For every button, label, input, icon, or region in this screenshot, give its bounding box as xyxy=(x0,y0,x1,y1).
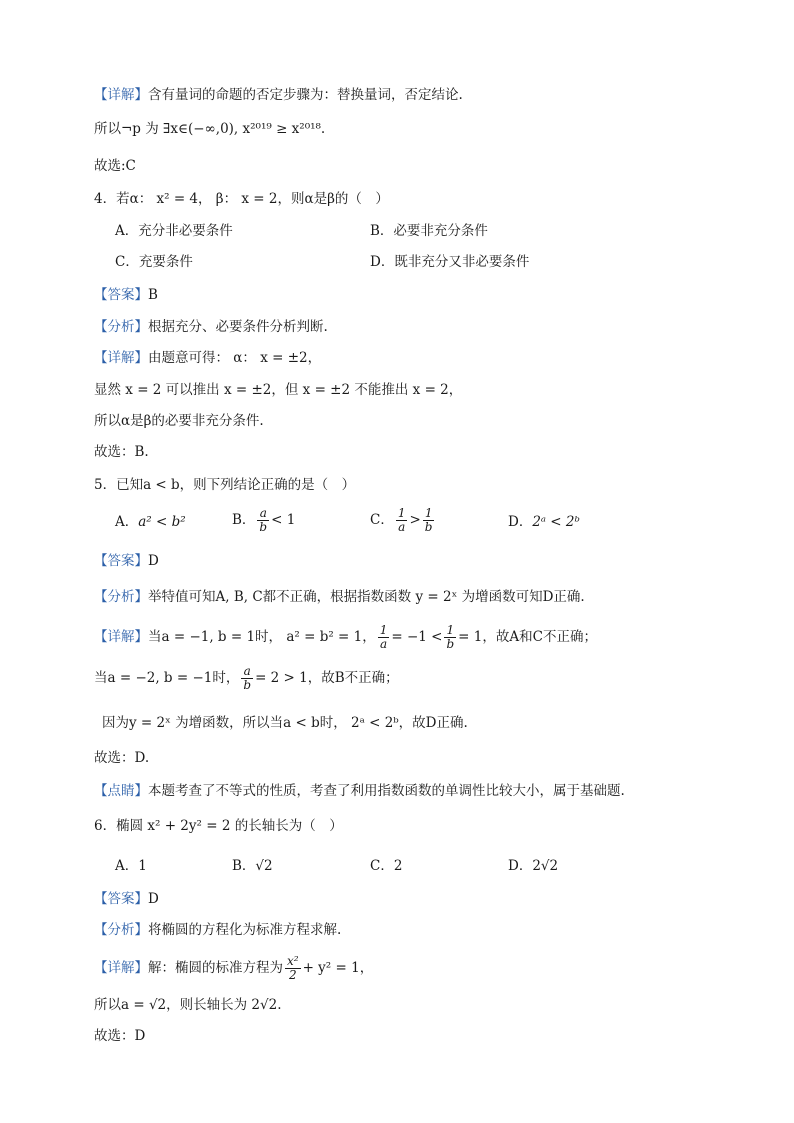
detail-text: = −1 < xyxy=(391,629,443,645)
q4-option-d: D．既非充分又非必要条件 xyxy=(370,254,530,270)
option-label: B． xyxy=(232,512,256,528)
detail-text: + y² = 1， xyxy=(302,960,374,976)
comment-text: 本题考查了不等式的性质，考查了利用指数函数的单调性比较大小，属于基础题. xyxy=(148,783,625,799)
answer-value: B xyxy=(148,287,158,303)
fraction xyxy=(444,624,456,651)
analysis-tag: 【分析】 xyxy=(94,589,148,605)
detail-tag: 【详解】 xyxy=(94,629,148,645)
fraction xyxy=(257,507,269,534)
analysis-tag: 【分析】 xyxy=(94,319,148,335)
option-label: C． xyxy=(370,512,394,528)
q6-detail xyxy=(94,955,373,982)
choice-line: 故选:C xyxy=(94,158,136,174)
detail-line-1 xyxy=(94,86,463,104)
q5-option-b xyxy=(232,507,295,534)
detail-text: 解：椭圆的标准方程为 xyxy=(148,960,283,976)
question-5: 5．已知a < b，则下列结论正确的是（ ） xyxy=(94,477,356,493)
q4-detail-line-2: 显然 x = 2 可以推出 x = ±2，但 x = ±2 不能推出 x = 2， xyxy=(94,382,463,398)
denominator: b xyxy=(446,637,455,651)
q5-detail xyxy=(94,624,597,651)
answer-value: D xyxy=(148,553,159,569)
negation-line: 所以¬p 为 ∃x∈(−∞,0), x²⁰¹⁹ ≥ x²⁰¹⁸. xyxy=(94,121,326,137)
q6-option-a: A．1 xyxy=(115,858,147,874)
fraction xyxy=(423,507,435,534)
analysis-text: 根据充分、必要条件分析判断. xyxy=(148,319,328,335)
q5-choice: 故选：D. xyxy=(94,750,150,766)
denominator: a xyxy=(379,637,388,651)
detail-tag: 【详解】 xyxy=(94,87,148,103)
q6-detail-line-2: 所以a = √2，则长轴长为 2√2. xyxy=(94,997,282,1013)
option-expr: a² < b² xyxy=(138,514,186,530)
numerator: x² xyxy=(287,954,299,968)
numerator: 1 xyxy=(397,506,406,520)
denominator: b xyxy=(259,520,268,534)
numerator: 1 xyxy=(444,624,456,638)
denominator: b xyxy=(424,520,433,534)
denominator: 2 xyxy=(288,968,297,982)
fraction xyxy=(241,665,253,692)
numerator: a xyxy=(257,507,269,521)
q4-answer xyxy=(94,286,158,304)
numerator: a xyxy=(241,665,253,679)
fraction xyxy=(378,624,390,651)
q6-option-b: B．√2 xyxy=(232,858,273,874)
analysis-text: 将椭圆的方程化为标准方程求解. xyxy=(148,922,342,938)
q6-analysis xyxy=(94,921,341,939)
answer-value: D xyxy=(148,891,159,907)
q6-choice: 故选：D xyxy=(94,1028,146,1044)
q4-choice: 故选：B. xyxy=(94,444,149,460)
answer-tag: 【答案】 xyxy=(94,891,148,907)
q4-detail-line-3: 所以α是β的必要非充分条件. xyxy=(94,413,264,429)
detail-text: = 2 > 1，故B不正确； xyxy=(255,670,399,686)
q5-option-c xyxy=(370,507,436,534)
detail-text: 含有量词的命题的否定步骤为：替换量词，否定结论. xyxy=(148,87,463,103)
q4-option-b: B．必要非充分条件 xyxy=(370,223,488,239)
option-label: D． xyxy=(508,514,533,530)
detail-text: 当a = −2, b = −1时， xyxy=(94,670,240,686)
q4-detail xyxy=(94,349,321,367)
answer-tag: 【答案】 xyxy=(94,287,148,303)
q5-detail-line-2 xyxy=(94,665,399,692)
detail-tag: 【详解】 xyxy=(94,960,148,976)
q5-detail-line-3: 因为y = 2ˣ 为增函数，所以当a < b时， 2ᵃ < 2ᵇ，故D正确. xyxy=(102,715,468,731)
q6-answer xyxy=(94,890,159,908)
denominator: b xyxy=(243,678,252,692)
analysis-text: 举特值可知A, B, C都不正确，根据指数函数 y = 2ˣ 为增函数可知D正确. xyxy=(148,589,585,605)
q6-option-c: C．2 xyxy=(370,858,403,874)
option-label: A． xyxy=(115,514,139,530)
detail-text: 当a = −1, b = 1时， a² = b² = 1， xyxy=(148,629,376,645)
numerator: 1 xyxy=(423,507,435,521)
q5-comment xyxy=(94,782,625,800)
q5-option-d xyxy=(508,513,580,531)
q4-analysis xyxy=(94,318,328,336)
detail-text: 由题意可得： α： x = ±2， xyxy=(148,350,322,366)
answer-tag: 【答案】 xyxy=(94,553,148,569)
q4-option-a: A．充分非必要条件 xyxy=(115,223,233,239)
fraction xyxy=(396,507,408,534)
denominator: a xyxy=(398,520,406,534)
detail-text: = 1，故A和C不正确； xyxy=(458,629,597,645)
detail-tag: 【详解】 xyxy=(94,350,148,366)
numerator: 1 xyxy=(379,623,388,637)
q6-option-d: D．2√2 xyxy=(508,858,559,874)
question-6: 6．椭圆 x² + 2y² = 2 的长轴长为（ ） xyxy=(94,818,343,834)
fraction xyxy=(285,955,301,982)
comparison: > xyxy=(409,512,421,528)
q5-option-a xyxy=(115,513,186,531)
q5-analysis xyxy=(94,588,585,606)
q5-answer xyxy=(94,552,159,570)
q4-option-c: C．充要条件 xyxy=(115,254,193,270)
analysis-tag: 【分析】 xyxy=(94,922,148,938)
question-4: 4．若α： x² = 4， β： x = 2，则α是β的（ ） xyxy=(94,191,389,207)
option-expr: 2ᵃ < 2ᵇ xyxy=(532,514,580,530)
option-expr: < 1 xyxy=(271,512,296,528)
comment-tag: 【点睛】 xyxy=(94,783,148,799)
